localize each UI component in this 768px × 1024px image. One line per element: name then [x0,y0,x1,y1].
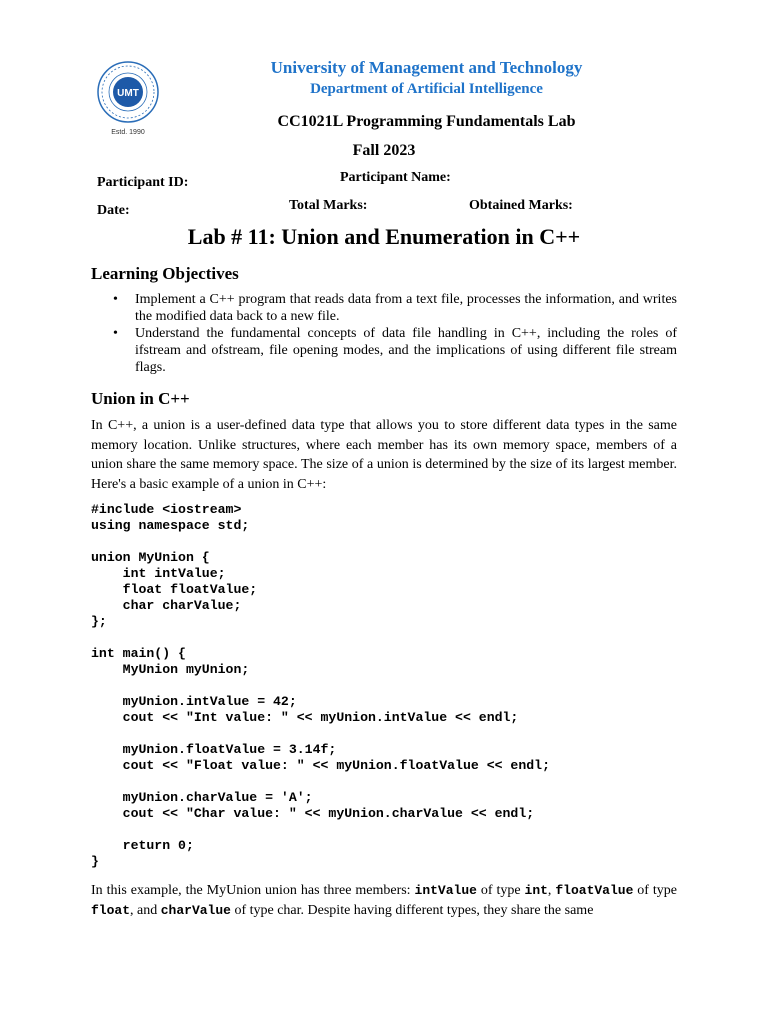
code-block: #include <iostream> using namespace std; union MyUnion { int intValue; float floatValue; char charValue; }; int main() { MyUnion myUnion; myUnion.intValue = 42; cout << "Int value: " << myUnion.intValue << endl; myUnion.floatValue = 3.14f; cout << "Float value: " << myUnion.floatValue << endl; myUnion.charValue = 'A'; cout << "Char value: " << myUnion.charValue << endl; return 0; } [91,502,550,869]
list-item: • Understand the fundamental concepts of data file handling in C++, including the roles of ifstream and ofstream, file opening modes, and the implications of using different file stream flags. [113,326,677,375]
university-name: University of Management and Technology [270,58,583,77]
union-explanation-paragraph: In this example, the MyUnion union has three members: intValue of type int, floatValue of type float, and charValue of type char. Despite having different types, they share the same [91,883,678,918]
inline-code-charvalue: charValue [160,902,231,918]
bullet-icon: • [113,292,118,307]
term: Fall 2023 [352,142,416,159]
inline-code-intvalue: intValue [414,883,477,898]
participant-id-label: Participant ID: [97,175,189,190]
department-name: Department of Artificial Intelligence [310,81,543,97]
union-heading: Union in C++ [91,389,190,408]
participant-name-label: Participant Name: [340,170,451,185]
inline-code-floatvalue: floatValue [555,883,634,898]
objectives-heading: Learning Objectives [91,264,239,283]
bullet-icon: • [113,326,118,341]
lab-title: Lab # 11: Union and Enumeration in C++ [187,224,581,249]
course-title: CC1021L Programming Fundamentals Lab [277,113,576,130]
list-item: • Implement a C++ program that reads data from a text file, processes the information, and writes the modified data back to a new file. [113,292,677,324]
logo-estd: Estd. 1990 [111,129,145,136]
inline-code-int: int [524,883,548,898]
logo-text: UMT [117,88,139,99]
obtained-marks-label: Obtained Marks: [469,198,573,213]
objectives-list [91,291,677,376]
date-label: Date: [97,203,130,218]
inline-code-float: float [91,902,131,918]
total-marks-label: Total Marks: [289,198,368,213]
union-intro-paragraph: In C++, a union is a user-defined data type that allows you to store different data types in the same memory location. Unlike structures, where each member has its own memory space, members of a union share the same memory space. The size of a union is determined by the size of its largest member. Here's a basic example of a union in C++: [91,418,677,492]
